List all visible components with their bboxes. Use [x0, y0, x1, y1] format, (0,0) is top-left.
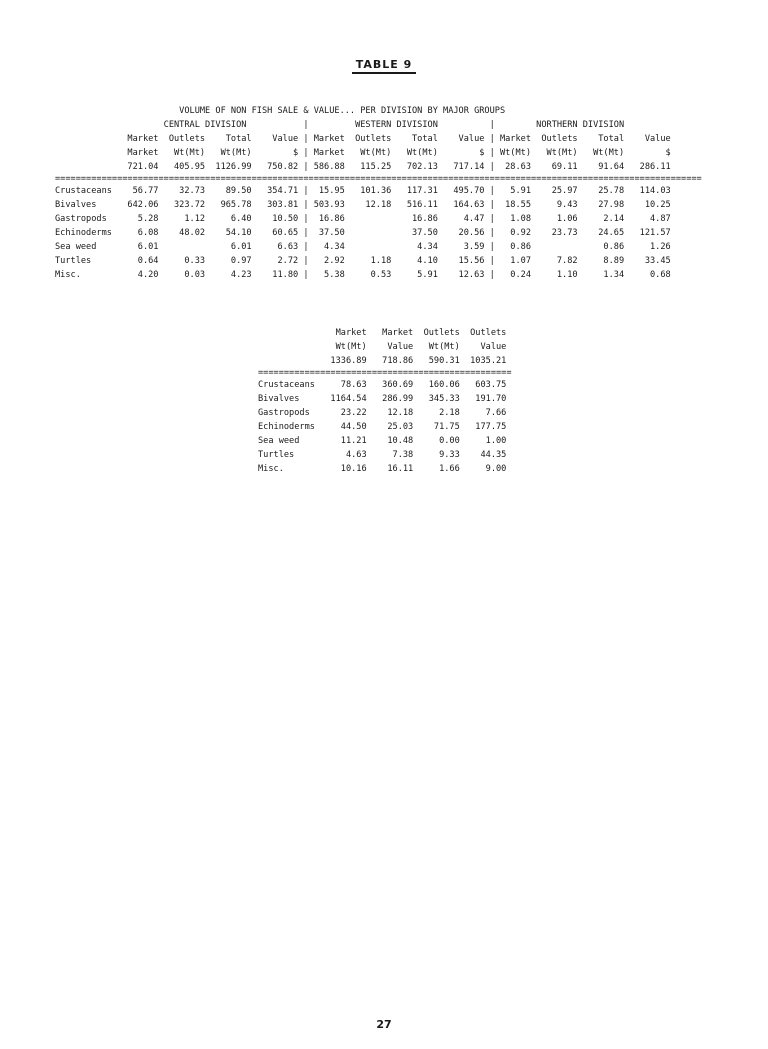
summary-table-row: Turtles 4.63 7.38 9.33 44.35 [258, 450, 507, 460]
table-row: Bivalves 642.06 323.72 965.78 303.81 | 503.93 12.18 516.11 164.63 | 18.55 9.43 27.98 10.25 [55, 200, 671, 210]
table-row: Gastropods 5.28 1.12 6.40 10.50 | 16.86 16.86 4.47 | 1.08 1.06 2.14 4.87 [55, 214, 671, 224]
table-heading: VOLUME OF NON FISH SALE & VALUE... PER DIVISION BY MAJOR GROUPS [55, 106, 506, 116]
summary-table [258, 326, 512, 476]
column-units-row: Market Wt(Mt) Wt(Mt) $ | Market Wt(Mt) Wt(Mt) $ | Wt(Mt) Wt(Mt) Wt(Mt) $ [55, 148, 671, 158]
page-number: 27 [376, 1018, 392, 1031]
table-row: Misc. 4.20 0.03 4.23 11.80 | 5.38 0.53 5.91 12.63 | 0.24 1.10 1.34 0.68 [55, 270, 671, 280]
main-table [55, 104, 702, 282]
summary-table-row: Misc. 10.16 16.11 1.66 9.00 [258, 464, 507, 474]
division-headers: CENTRAL DIVISION | WESTERN DIVISION | NORTHERN DIVISION [55, 120, 671, 130]
table-row: Echinoderms 6.08 48.02 54.10 60.65 | 37.50 37.50 20.56 | 0.92 23.73 24.65 121.57 [55, 228, 671, 238]
column-header-row: Market Outlets Total Value | Market Outlets Total Value | Market Outlets Total Value [55, 134, 671, 144]
summary-header-row: Market Market Outlets Outlets [258, 328, 507, 338]
summary-units-row: Wt(Mt) Value Wt(Mt) Value [258, 342, 507, 352]
totals-row: 721.04 405.95 1126.99 750.82 | 586.88 115.25 702.13 717.14 | 28.63 69.11 91.64 286.11 [55, 162, 671, 172]
separator-line: ================================================= [258, 368, 512, 378]
summary-table-row: Gastropods 23.22 12.18 2.18 7.66 [258, 408, 507, 418]
table-row: Turtles 0.64 0.33 0.97 2.72 | 2.92 1.18 4.10 15.56 | 1.07 7.82 8.89 33.45 [55, 256, 671, 266]
summary-table-row: Echinoderms 44.50 25.03 71.75 177.75 [258, 422, 507, 432]
table-title: TABLE 9 [0, 58, 768, 71]
table-row: Crustaceans 56.77 32.73 89.50 354.71 | 15.95 101.36 117.31 495.70 | 5.91 25.97 25.78 114.03 [55, 186, 671, 196]
separator-line: ============================================================================================================================= [55, 174, 702, 184]
summary-table-row: Sea weed 11.21 10.48 0.00 1.00 [258, 436, 507, 446]
summary-totals-row: 1336.89 718.86 590.31 1035.21 [258, 356, 507, 366]
table-row: Sea weed 6.01 6.01 6.63 | 4.34 4.34 3.59 | 0.86 0.86 1.26 [55, 242, 671, 252]
summary-table-row: Bivalves 1164.54 286.99 345.33 191.70 [258, 394, 507, 404]
summary-table-row: Crustaceans 78.63 360.69 160.06 603.75 [258, 380, 507, 390]
